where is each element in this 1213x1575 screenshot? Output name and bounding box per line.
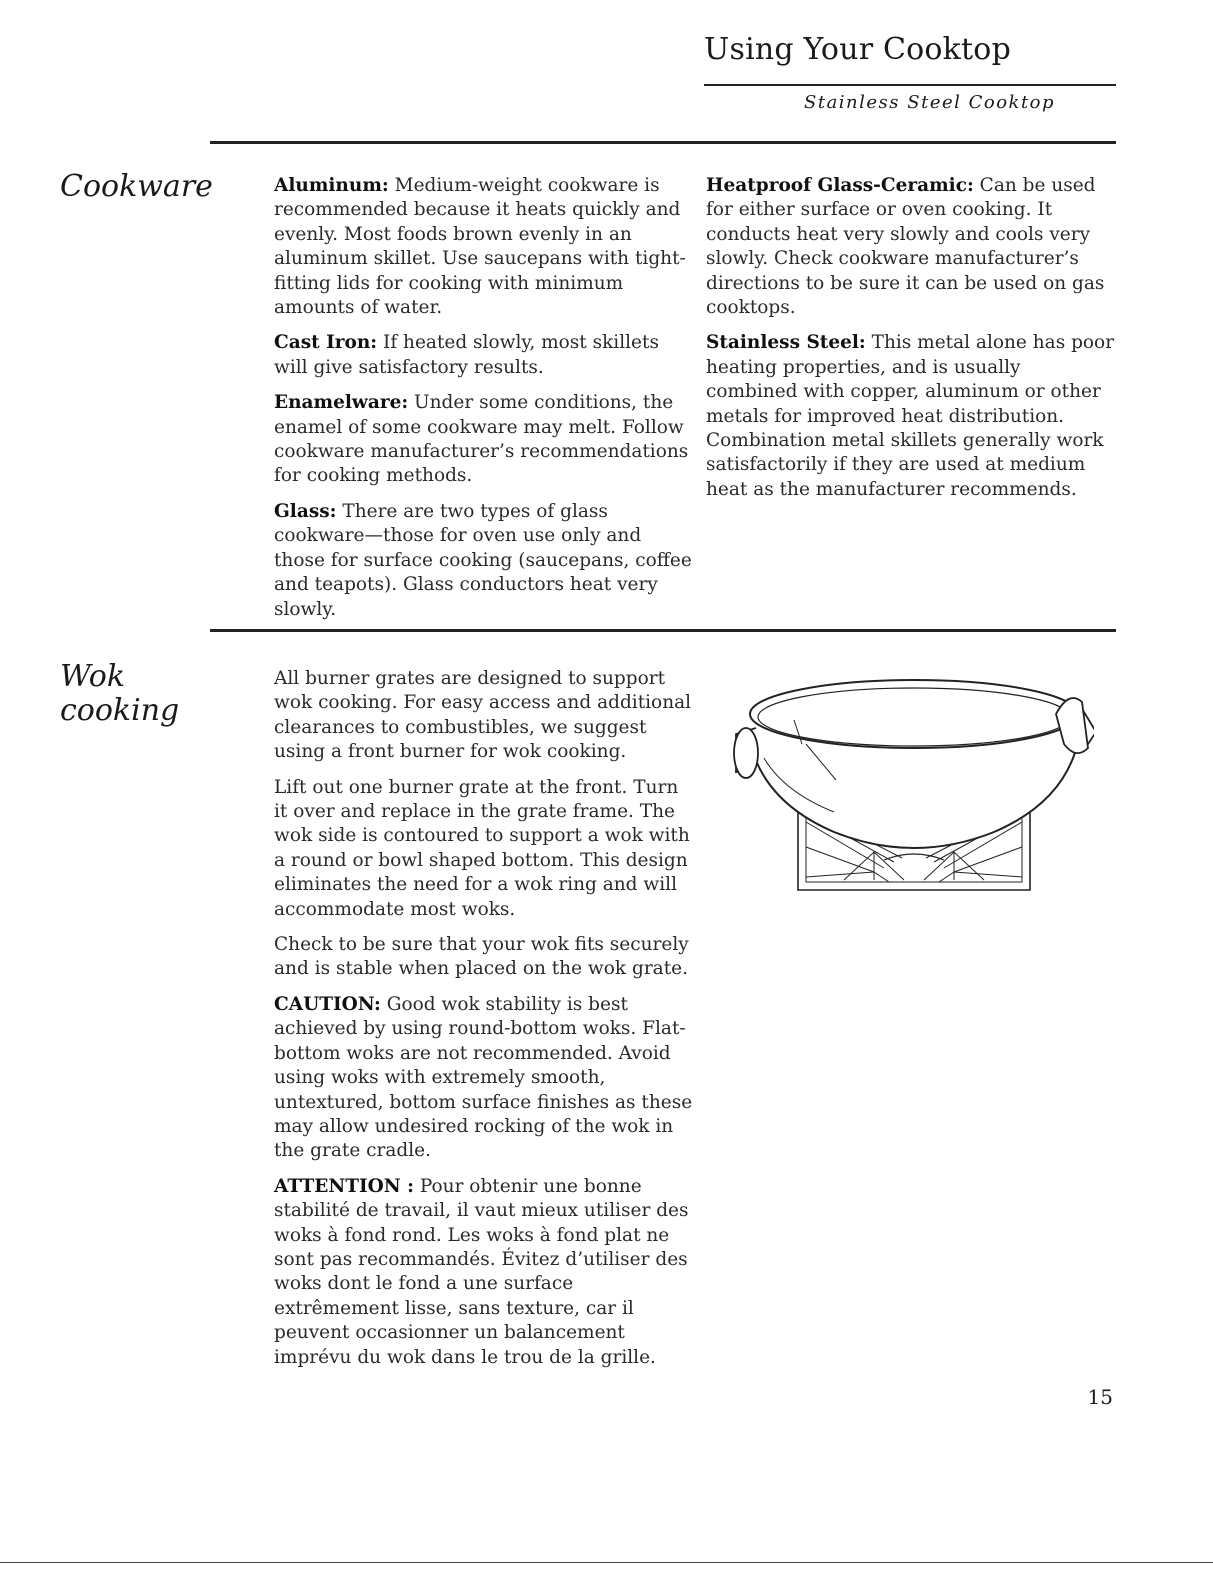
cookware-glass-ceramic: Heatproof Glass-Ceramic: Can be used for either surface or oven cooking. It conducts heat very slowly and cools very slowly. Check cookware manufacturer’s directions to be sure it can be used on gas cooktops. <box>706 175 1105 319</box>
wok-paragraph-grates: All burner grates are designed to support wok cooking. For easy access and additional clearances to combustibles, we suggest using a front burner for wok cooking. <box>274 668 692 763</box>
cookware-cast-iron: Cast Iron: If heated slowly, most skillets will give satisfactory results. <box>274 332 659 378</box>
wok-text-column <box>274 667 694 1381</box>
section-heading-wok-line2: cooking <box>60 693 180 728</box>
page-subtitle: Stainless Steel Cooktop <box>804 92 1056 113</box>
wok-paragraph-caution: CAUTION: Good wok stability is best achieved by using round-bottom woks. Flat-bottom woks are not recommended. Avoid using woks with extremely smooth, untextured, bottom surface finishes as these may allow undesired rocking of the wok in the grate cradle. <box>274 993 693 1162</box>
wok-paragraph-lift-grate: Lift out one burner grate at the front. Turn it over and replace in the grate frame. The wok side is contoured to support a wok with a round or bowl shaped bottom. This design eliminates the need for a wok ring and will accommodate most woks. <box>274 776 690 920</box>
bottom-rule <box>0 1562 1213 1563</box>
page-number: 15 <box>1087 1385 1113 1409</box>
cookware-left-column <box>274 174 694 633</box>
wok-paragraph-check: Check to be sure that your wok fits securely and is stable when placed on the wok grate. <box>274 934 689 980</box>
wok-paragraph-attention: ATTENTION : Pour obtenir une bonne stabilité de travail, il vaut mieux utiliser des woks à fond rond. Les woks à fond plat ne sont pas recommandés. Évitez d’utiliser des woks dont le fond a une surface extrêmement lisse, sans texture, car il peuvent occasionner un balancement imprévu du wok dans le trou de la grille. <box>274 1175 689 1368</box>
page-title: Using Your Cooktop <box>704 32 1011 67</box>
cookware-aluminum: Aluminum: Medium-weight cookware is recommended because it heats quickly and evenly. Most foods brown evenly in an aluminum skillet. Use saucepans with tight-fitting lids for cooking with minimum amounts of water. <box>274 175 686 319</box>
section-heading-wok <box>60 660 179 728</box>
cookware-stainless-steel: Stainless Steel: This metal alone has poor heating properties, and is usually combined with copper, aluminum or other metals for improved heat distribution. Combination metal skillets generally work satisfactorily if they are used at medium heat as the manufacturer recommends. <box>706 332 1115 500</box>
section-heading-cookware: Cookware <box>60 169 213 204</box>
wok-on-grate-illustration <box>724 672 1094 902</box>
cookware-enamelware: Enamelware: Under some conditions, the enamel of some cookware may melt. Follow cookware manufacturer’s recommendations for cooking methods. <box>274 392 689 487</box>
header-rule <box>704 84 1116 86</box>
cookware-glass: Glass: There are two types of glass cookware—those for oven use only and those for surface cooking (saucepans, coffee and teapots). Glass conductors heat very slowly. <box>274 500 692 620</box>
section-divider-cookware <box>210 141 1116 144</box>
section-divider-wok <box>210 629 1116 632</box>
section-heading-wok-line1: Wok <box>60 659 126 694</box>
cookware-right-column <box>706 174 1116 513</box>
